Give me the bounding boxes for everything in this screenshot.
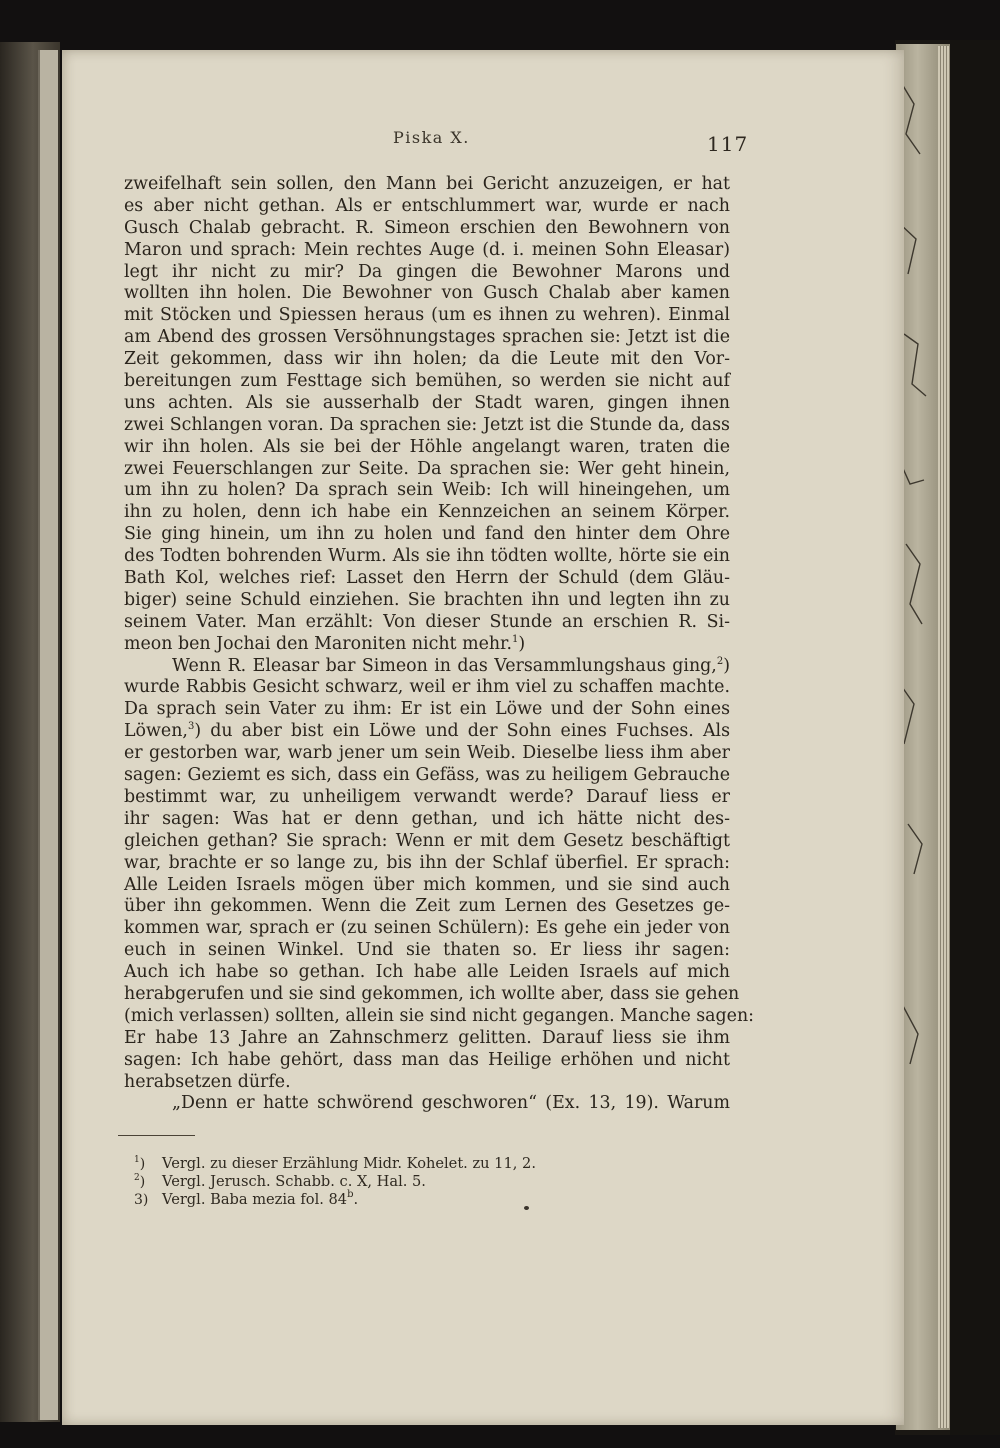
footnote-ref[interactable]: 1 — [512, 633, 519, 645]
text-line: über ihn gekommen. Wenn die Zeit zum Lernen des Gesetzes ge- — [124, 896, 730, 917]
footnote-mark: 3) — [134, 1192, 149, 1208]
text-line-main: meon ben Jochai den Maroniten nicht mehr. — [124, 633, 512, 654]
running-head: Piska X. — [393, 128, 470, 147]
text-line: er gestorben war, warb jener um sein Weib. Dieselbe liess ihm aber — [124, 743, 730, 764]
text-line: es aber nicht gethan. Als er entschlummert war, wurde er nach — [124, 195, 730, 216]
text-line: Auch ich habe so gethan. Ich habe alle Leiden Israels auf mich — [124, 962, 730, 983]
text-line: Er habe 13 Jahre an Zahnschmerz gelitten. Darauf liess sie ihm — [124, 1027, 730, 1048]
text-line: zweifelhaft sein sollen, den Mann bei Gericht anzuzeigen, er hat — [124, 174, 730, 194]
footnote-1 — [134, 1155, 662, 1173]
text-line: Bath Kol, welches rief: Lasset den Herrn der Schuld (dem Gläu- — [124, 568, 730, 589]
text-line: Da sprach sein Vater zu ihm: Er ist ein Löwe und der Sohn eines — [124, 699, 730, 720]
footnote-ref-close: ) — [518, 633, 526, 654]
footnote-2 — [134, 1173, 662, 1191]
text-line: herabgerufen und sie sind gekommen, ich wollte aber, dass sie gehen — [124, 983, 740, 1004]
footnote-ref-close: ) — [723, 655, 730, 676]
footnote-sup: b — [347, 1189, 354, 1200]
text-line-rest: ) du aber bist ein Löwe und der Sohn eines Fuchses. Als — [194, 721, 730, 742]
text-line — [124, 721, 730, 743]
text-line: legt ihr nicht zu mir? Da gingen die Bewohner Marons und — [124, 261, 730, 282]
footnote-text: Vergl. Jerusch. Schabb. c. X, Hal. 5. — [162, 1173, 426, 1190]
footnote-divider — [118, 1135, 195, 1136]
text-line: bestimmt war, zu unheiligem verwandt werde? Darauf liess er — [124, 786, 730, 807]
page-header — [0, 126, 1000, 156]
text-line: wurde Rabbis Gesicht schwarz, weil er ihm viel zu schaffen machte. — [124, 677, 730, 698]
text-line: euch in seinen Winkel. Und sie thaten so. Er liess ihr sagen: — [124, 940, 730, 961]
text-line: Alle Leiden Israels mögen über mich kommen, und sie sind auch — [124, 874, 730, 895]
footnote-text: Vergl. zu dieser Erzählung Midr. Kohelet. zu 11, 2. — [162, 1155, 536, 1172]
text-line: ihn zu holen, denn ich habe ein Kennzeichen an seinem Körper. — [124, 502, 730, 523]
footnote-mark: $^1$) — [134, 1155, 146, 1172]
text-line: am Abend des grossen Versöhnungstages sprachen sie: Jetzt ist die — [124, 327, 730, 348]
text-line: ihr sagen: Was hat er denn gethan, und ich hätte nicht des- — [124, 808, 730, 829]
text-line-main: Löwen, — [124, 721, 188, 742]
text-line: zwei Feuerschlangen zur Seite. Da sprachen sie: Wer geht hinein, — [124, 458, 730, 479]
text-line: mit Stöcken und Spiessen heraus (um es ihnen zu wehren). Einmal — [124, 305, 730, 326]
footnote-3 — [134, 1189, 662, 1209]
footnote-tail: . — [353, 1191, 359, 1208]
text-line — [124, 656, 730, 678]
text-line: um ihn zu holen? Da sprach sein Weib: Ich will hineingehen, um — [124, 480, 730, 501]
page-number: 117 — [707, 132, 749, 156]
text-line: biger) seine Schuld einziehen. Sie brachten ihn und legten ihn zu — [124, 589, 730, 610]
cover-wear-marks — [896, 44, 950, 1430]
footnote-ref[interactable]: 3 — [187, 721, 195, 733]
footnotes — [134, 1155, 662, 1209]
footnote-ref[interactable]: 2 — [716, 655, 724, 667]
text-line: zwei Schlangen voran. Da sprachen sie: Jetzt ist die Stunde da, dass — [124, 414, 730, 435]
text-line-main: Wenn R. Eleasar bar Simeon in das Versammlungshaus ging, — [172, 655, 717, 676]
text-line: Maron und sprach: Mein rechtes Auge (d. i. meinen Sohn Eleasar) — [124, 239, 730, 260]
text-line: wollten ihn holen. Die Bewohner von Gusch Chalab aber kamen — [124, 283, 730, 304]
left-page-stack — [38, 50, 58, 1420]
text-line — [124, 634, 730, 656]
text-line: kommen war, sprach er (zu seinen Schülern): Es gehe ein jeder von — [124, 918, 730, 939]
text-line: „Denn er hatte schwörend geschworen“ (Ex. 13, 19). Warum — [172, 1093, 730, 1114]
text-line: sagen: Ich habe gehört, dass man das Heilige erhöhen und nicht — [124, 1049, 730, 1070]
text-line: wir ihn holen. Als sie bei der Höhle angelangt waren, traten die — [124, 436, 730, 457]
text-line: herabsetzen dürfe. — [124, 1071, 291, 1092]
text-line: sagen: Geziemt es sich, dass ein Gefäss, was zu heiligem Gebrauche — [124, 765, 730, 786]
text-line: uns achten. Als sie ausserhalb der Stadt waren, gingen ihnen — [124, 392, 730, 413]
text-line: Gusch Chalab gebracht. R. Simeon erschien den Bewohnern von — [124, 217, 730, 238]
text-line: Sie ging hinein, um ihn zu holen und fand den hinter dem Ohre — [124, 524, 730, 545]
text-line: bereitungen zum Festtage sich bemühen, so werden sie nicht auf — [124, 371, 730, 392]
cover-shadow — [950, 40, 1000, 1435]
text-line: gleichen gethan? Sie sprach: Wenn er mit dem Gesetz beschäftigt — [124, 830, 730, 851]
body-text — [124, 174, 755, 1115]
text-line: war, brachte er so lange zu, bis ihn der Schlaf überfiel. Er sprach: — [124, 852, 730, 873]
text-line: des Todten bohrenden Wurm. Als sie ihn tödten wollte, hörte sie ein — [124, 546, 730, 567]
text-line: Zeit gekommen, dass wir ihn holen; da die Leute mit den Vor- — [124, 349, 730, 370]
footnote-text: Vergl. Baba mezia fol. 84 — [162, 1191, 348, 1208]
text-line: (mich verlassen) sollten, allein sie sind nicht gegangen. Manche sagen: — [124, 1005, 755, 1026]
ink-speck — [524, 1206, 529, 1210]
footnote-mark: $^2$) — [134, 1173, 146, 1190]
text-line: seinem Vater. Man erzählt: Von dieser Stunde an erschien R. Si- — [124, 611, 730, 632]
